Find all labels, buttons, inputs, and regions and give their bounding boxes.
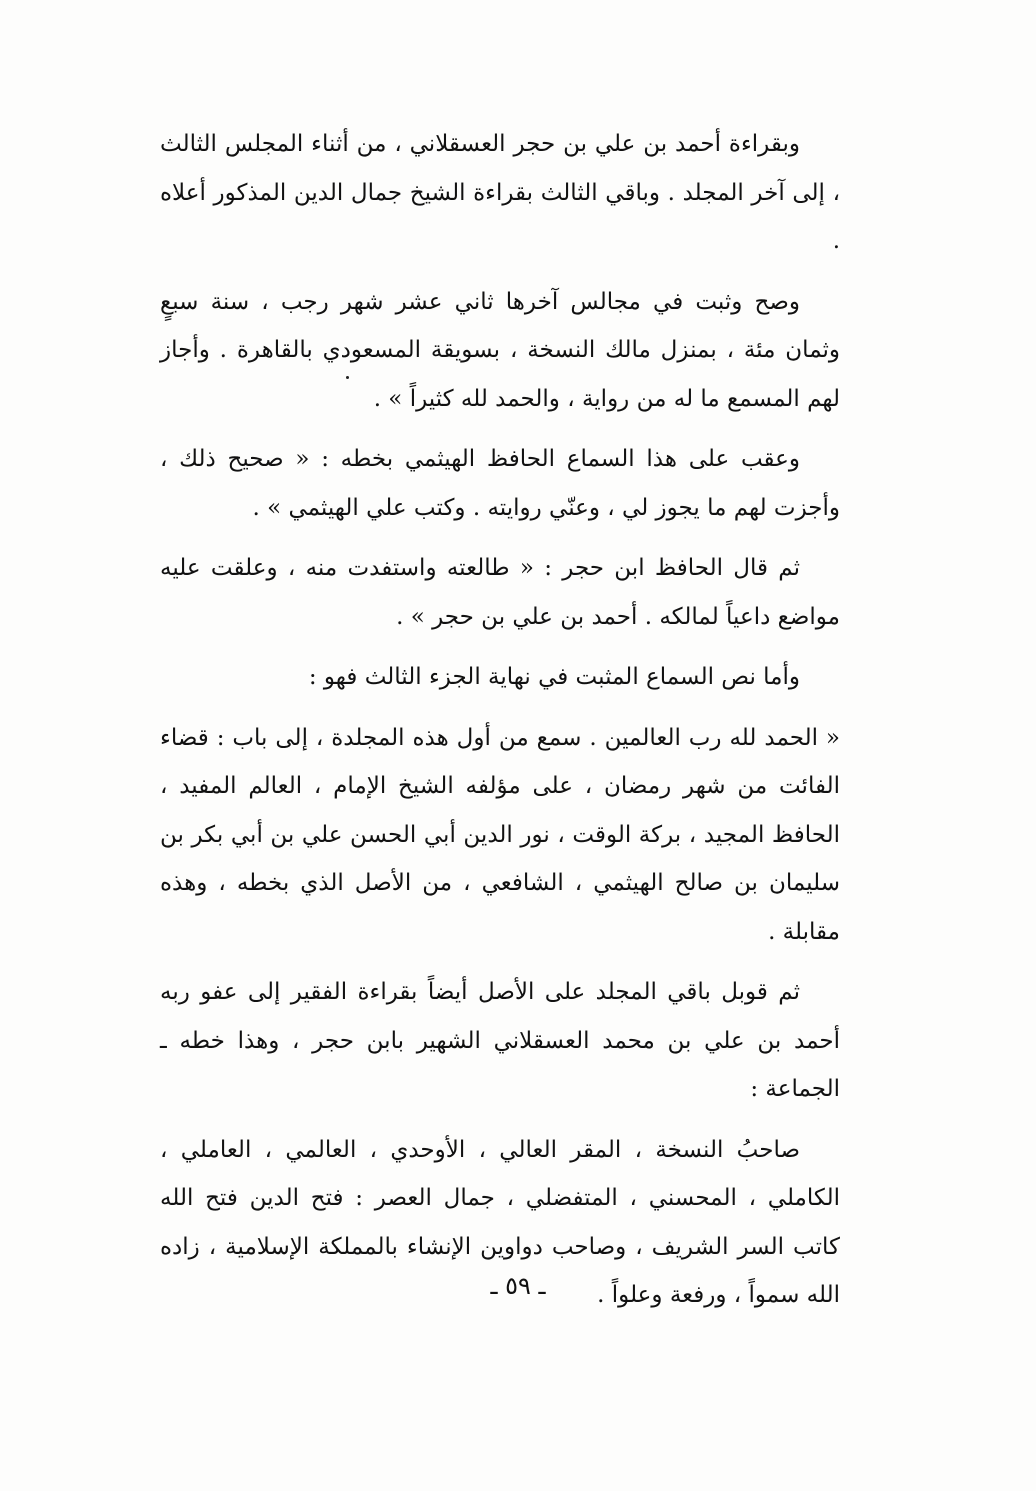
- paragraph-7: ثم قوبل باقي المجلد على الأصل أيضاً بقراءة الفقير إلى عفو ربه أحمد بن علي بن محمد العسقلاني الشهير بابن حجر ، وهذا خطه ـ الجماعة :: [160, 979, 840, 1102]
- paragraph-4: ثم قال الحافظ ابن حجر : « طالعته واستفدت منه ، وعلقت عليه مواضع داعياً لمالكه . أحمد بن علي بن حجر » .: [160, 555, 840, 630]
- paragraph-5: وأما نص السماع المثبت في نهاية الجزء الثالث فهو :: [308, 664, 800, 690]
- page-number: ـ ٥٩ ـ: [490, 1272, 546, 1300]
- paragraph-1: وبقراءة أحمد بن علي بن حجر العسقلاني ، من أثناء المجلس الثالث ، إلى آخر المجلد . وباقي الثالث بقراءة الشيخ جمال الدين المذكور أعلاه .: [160, 131, 840, 254]
- paragraph-3: وعقب على هذا السماع الحافظ الهيثمي بخطه : « صحيح ذلك ، وأجزت لهم ما يجوز لي ، وعنّي روايته . وكتب علي الهيثمي » .: [160, 446, 840, 521]
- stray-dot: [346, 376, 349, 379]
- paragraph-6: « الحمد لله رب العالمين . سمع من أول هذه المجلدة ، إلى باب : قضاء الفائت من شهر رمضان ، على مؤلفه الشيخ الإمام ، العالم المفيد ، الحافظ المجيد ، بركة الوقت ، نور الدين أبي الحسن علي بن أبي بكر بن سليمان بن صالح الهيثمي ، الشافعي ، من الأصل الذي بخطه ، وهذه مقابلة .: [160, 724, 840, 945]
- paragraph-2: وصح وثبت في مجالس آخرها ثاني عشر شهر رجب ، سنة سبعٍ وثمان مئة ، بمنزل مالك النسخة ، بسويقة المسعودي بالقاهرة . وأجاز لهم المسمع ما له من رواية ، والحمد لله كثيراً » .: [160, 288, 840, 412]
- paragraph-8: صاحبُ النسخة ، المقر العالي ، الأوحدي ، العالمي ، العاملي ، الكاملي ، المحسني ، المتفضلي ، جمال العصر : فتح الدين فتح الله كاتب السر الشريف ، وصاحب دواوين الإنشاء بالمملكة الإسلامية ، زاده الله سمواً ، ورفعة وعلواً .: [160, 1136, 840, 1308]
- body-text: [160, 120, 840, 1332]
